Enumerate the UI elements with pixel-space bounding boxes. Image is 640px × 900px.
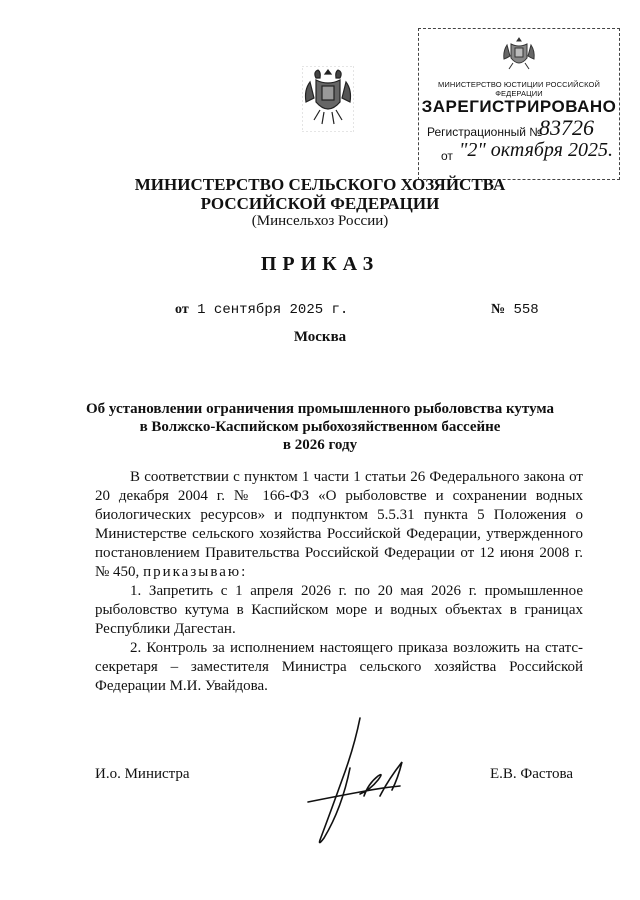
number-sign: № [491, 302, 506, 317]
signer-title: И.о. Министра [95, 766, 190, 782]
stamp-regnum-value: 83726 [539, 115, 594, 140]
number-value: 558 [513, 302, 539, 318]
order-number [491, 302, 539, 318]
preamble-paragraph [95, 468, 583, 582]
coat-of-arms-icon [302, 66, 354, 132]
subject-line1: Об установлении ограничения промышленного рыболовства кутума [85, 401, 554, 417]
signer-name: Е.В. Фастова [490, 766, 573, 782]
stamp-date-label: от [441, 149, 453, 163]
handwritten-signature [300, 710, 420, 850]
subject-line2: в Волжско-Каспийском рыбохозяйственном бассейне [139, 419, 501, 435]
order-subject [0, 400, 640, 454]
ministry-short-name: (Минсельхоз России) [251, 213, 389, 229]
stamp-ministry: МИНИСТЕРСТВО ЮСТИЦИИ РОССИЙСКОЙ ФЕДЕРАЦИИ [438, 80, 600, 98]
stamp-regnum-label: Регистрационный № [427, 125, 543, 139]
date-prefix: от [175, 302, 189, 317]
ministry-title-line1: МИНИСТЕРСТВО СЕЛЬСКОГО ХОЗЯЙСТВА [134, 175, 506, 194]
ministry-title-line2: РОССИЙСКОЙ ФЕДЕРАЦИИ [200, 194, 440, 213]
stamp-registered: ЗАРЕГИСТРИРОВАНО [421, 97, 617, 116]
subject-line3: в 2026 году [282, 437, 358, 453]
registration-stamp [418, 28, 620, 180]
order-item-2: 2. Контроль за исполнением настоящего приказа возложить на статс-секретаря – заместителя Министра сельского хозяйства Российской Федерации М.И. Увайдова. [95, 640, 583, 694]
order-date [175, 302, 348, 318]
order-item-1: 1. Запретить с 1 апреля 2026 г. по 20 мая 2026 г. промышленное рыболовство кутума в Каспийском море и водных объектах в границах Республики Дагестан. [95, 583, 583, 637]
stamp-date-value: "2" октября 2025. [459, 139, 613, 161]
city: Москва [293, 329, 347, 345]
order-word: приказываю: [143, 564, 248, 580]
date-value: 1 сентября 2025 г. [197, 302, 349, 318]
preamble-text: В соответствии с пунктом 1 части 1 статьи 26 Федерального закона от 20 декабря 2004 г. № 166-ФЗ «О рыболовстве и сохранении водных биологических ресурсов» и подпунктом 5.5.31 пункта 5 Положения о Министерстве сельского хозяйства Российской Федерации, утвержденного постановлением Правительства Российской Федерации от 12 июня 2008 г. № 450, [95, 469, 583, 580]
order-body [95, 468, 583, 696]
stamp-emblem-icon [501, 35, 537, 71]
document-type-title: ПРИКАЗ [260, 253, 380, 275]
